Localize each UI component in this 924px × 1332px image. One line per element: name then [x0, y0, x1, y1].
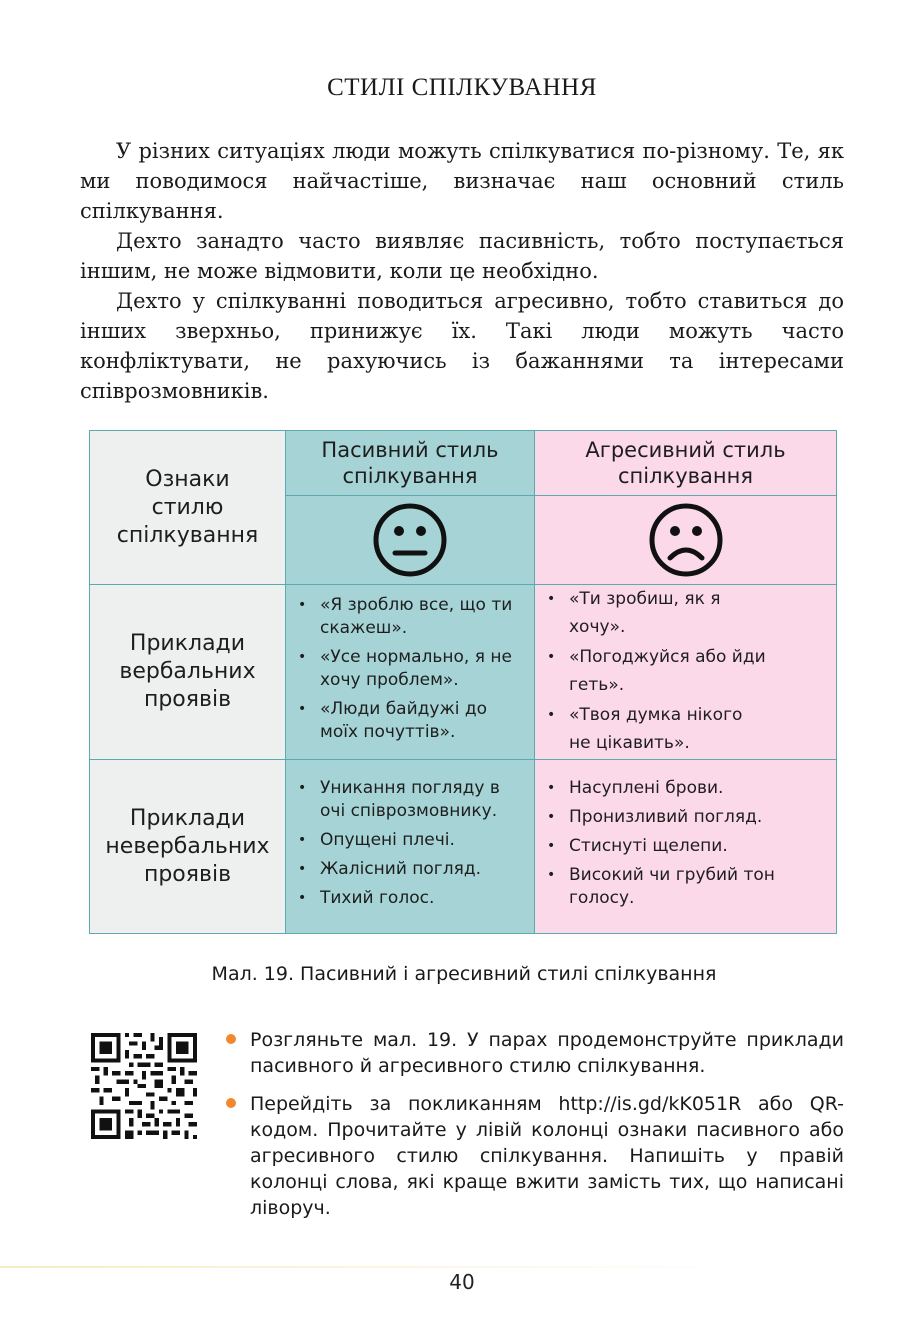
- verbal-label-cell: [90, 585, 286, 760]
- list-item: • Насуплені брови.: [569, 777, 830, 800]
- passive-icon-cell: [286, 496, 535, 585]
- list-item: • «Усе нормально, я не хочу проблем».: [320, 646, 520, 692]
- list-item: • Пронизливий погляд.: [569, 806, 830, 829]
- list-item: • Тихий голос.: [320, 887, 528, 910]
- list-item: • Опущені плечі.: [320, 829, 528, 852]
- qr-code-icon[interactable]: [91, 1033, 197, 1139]
- aggressive-header-cell: [535, 431, 837, 496]
- nonverbal-label: Приклади невербальних проявів: [105, 805, 270, 887]
- list-item: • Уникання погляду в очі співрозмовнику.: [320, 777, 528, 823]
- sad-face-icon: [648, 502, 724, 578]
- paragraph: У різних ситуаціях люди можуть спілкуватися по-різному. Те, як ми поводимося найчастіше, визначає наш основний стиль спілкування.: [80, 139, 844, 223]
- communication-styles-table: [89, 430, 837, 934]
- passive-header-cell: [286, 431, 535, 496]
- list-item: • Високий чи грубий тон голосу.: [569, 864, 830, 910]
- verbal-passive-cell: [286, 585, 535, 760]
- task-list: [250, 1027, 844, 1233]
- header-label: Ознаки стилю спілкування: [116, 466, 259, 548]
- list-item: • Стиснуті щелепи.: [569, 835, 830, 858]
- list-item: • Жалісний погляд.: [320, 858, 528, 881]
- figure-caption: Мал. 19. Пасивний і агресивний стилі спілкування: [211, 963, 717, 985]
- aggressive-icon-cell: [535, 496, 837, 585]
- verbal-label: Приклади вербальних проявів: [119, 631, 256, 712]
- list-item: • «Я зроблю все, що ти скажеш».: [320, 594, 520, 640]
- passive-title: Пасивний стиль спілкування: [321, 438, 499, 488]
- nonverbal-passive-cell: [286, 760, 535, 934]
- page-title: СТИЛІ СПІЛКУВАННЯ: [327, 74, 597, 101]
- nonverbal-aggressive-cell: [535, 760, 837, 934]
- page-number: 40: [449, 1270, 475, 1294]
- paragraph: Дехто у спілкуванні поводиться агресивно, тобто ставиться до інших зверхньо, принижує їх. Такі люди можуть часто конфліктувати, не рахуючись із бажаннями та інтересами співрозмовників.: [80, 289, 844, 403]
- footer-divider: [0, 1266, 760, 1268]
- paragraph: Дехто занадто часто виявляє пасивність, тобто поступається іншим, не може відмовити, коли це необхідно.: [80, 229, 844, 283]
- list-item: • «Люди байдужі до моїх почуттів».: [320, 698, 520, 744]
- list-item: • «Ти зробиш, як я хочу».: [569, 585, 766, 641]
- task-item: Розгляньте мал. 19. У парах продемонструйте приклади пасивного й агресивного стилю спілкування.: [250, 1029, 844, 1077]
- body-text: [80, 136, 844, 406]
- nonverbal-label-cell: [90, 760, 286, 934]
- list-item: • «Твоя думка нікого не цікавить».: [569, 701, 766, 757]
- aggressive-title: Агресивний стиль спілкування: [585, 438, 786, 488]
- verbal-aggressive-cell: [535, 585, 837, 760]
- list-item: • «Погоджуйся або йди геть».: [569, 643, 766, 699]
- task-item: Перейдіть за покликанням http://is.gd/kK051R або QR-кодом. Прочитайте у лівій колонці ознаки пасивного або агресивного стилю спілкування. Напишіть у правій колонці слова, які краще вжити замість тих, що написані ліворуч.: [250, 1093, 844, 1219]
- neutral-face-icon: [372, 502, 448, 578]
- header-label-cell: [90, 431, 286, 585]
